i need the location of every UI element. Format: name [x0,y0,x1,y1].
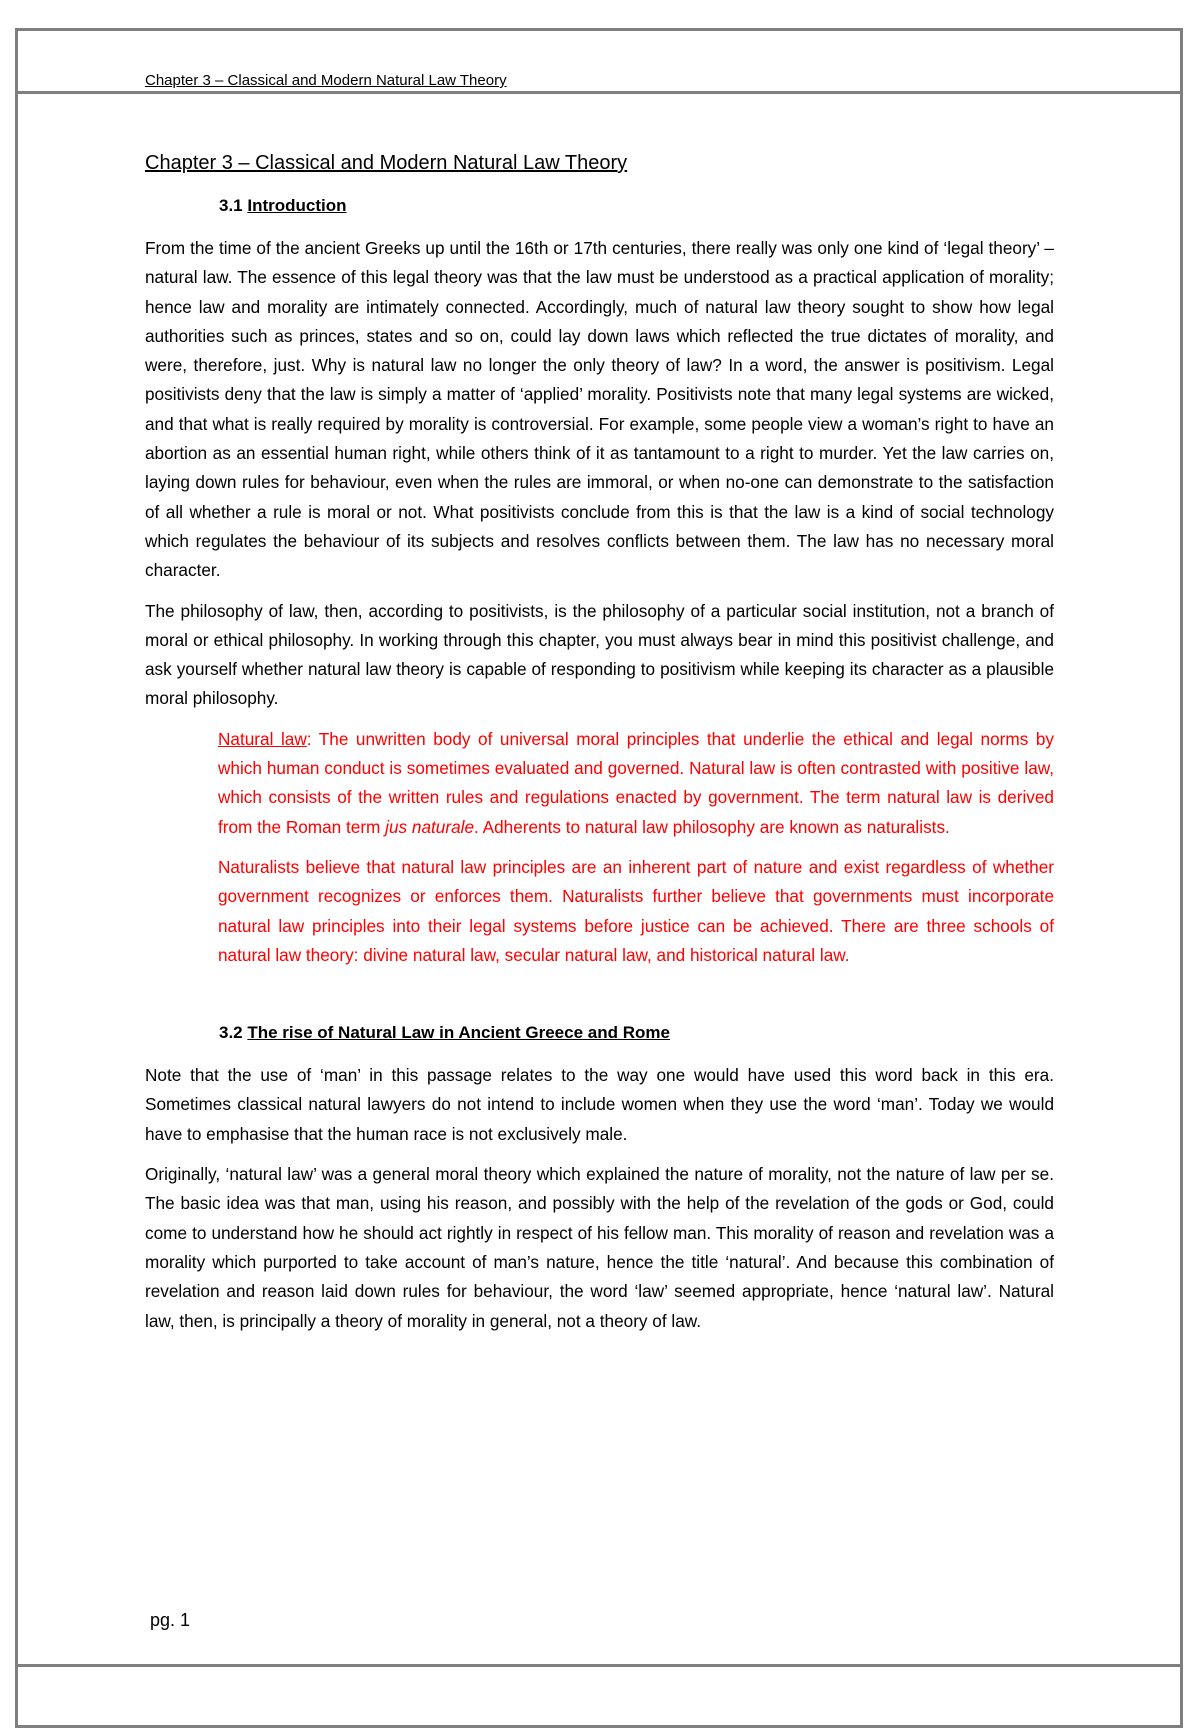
body-paragraph: The philosophy of law, then, according to positivists, is the philosophy of a particular social institution, not a branch of moral or ethical philosophy. In working through this chapter, you must always bear in mind this positivist challenge, and ask yourself whether natural law theory is capable of responding to positivism while keeping its character as a plausible moral philosophy. [145,600,1054,709]
latin-term: jus naturale [385,816,475,837]
definition-text: The unwritten body of universal moral principles that underlie the ethical and legal norms by which human conduct is sometimes evaluated and governed. Natural law is often contrasted with positive law, which consists of the written rules and regulations enacted by government. The term natural law is derived from the Roman term [218,728,1054,837]
definition-paragraph: Naturalists believe that natural law principles are an inherent part of nature and exist regardless of whether government recognizes or enforces them. Naturalists further believe that governments must incorporate natural law principles into their legal systems before justice can be achieved. There are three schools of natural law theory: divine natural law, secular natural law, and historical natural law. [218,856,1054,965]
section-title: The rise of Natural Law in Ancient Greece and Rome [247,1023,670,1043]
running-header: Chapter 3 – Classical and Modern Natural Law Theory [145,72,507,89]
definition-colon: : [306,728,312,749]
body-paragraph: From the time of the ancient Greeks up until the 16th or 17th centuries, there really was only one kind of ‘legal theory’ – natural law. The essence of this legal theory was that the law must be understood as a practical application of morality; hence law and morality are intimately connected. Accordingly, much of natural law theory sought to show how legal authorities such as princes, states and so on, could lay down laws which reflected the true dictates of morality, and were, therefore, just. Why is natural law no longer the only theory of law? In a word, the answer is positivism. Legal positivists deny that the law is simply a matter of ‘applied’ morality. Positivists note that many legal systems are wicked, and that what is really required by morality is controversial. For example, some people view a woman’s right to have an abortion as an essential human right, while others think of it as tantamount to a right to murder. Yet the law carries on, laying down rules for behaviour, even when the rules are immoral, or when no-one can demonstrate to the satisfaction of all whether a rule is moral or not. What positivists conclude from this is that the law is a kind of social technology which regulates the behaviour of its subjects and resolves conflicts between them. The law has no necessary moral character. [145,238,1054,581]
section-title: Introduction [247,196,347,215]
footer-divider [15,1664,1183,1667]
body-paragraph: Originally, ‘natural law’ was a general moral theory which explained the nature of morality, not the nature of law per se. The basic idea was that man, using his reason, and possibly with the help of the revelation of the gods or God, could come to understand how he should act rightly in respect of his fellow man. This morality of reason and revelation was a morality which purported to take account of man’s nature, hence the title ‘natural’. And because this combination of revelation and reason laid down rules for behaviour, the word ‘law’ seemed appropriate, hence ‘natural law’. Natural law, then, is principally a theory of morality in general, not a theory of law. [145,1164,1054,1331]
header-divider [15,91,1183,94]
section-spacer [145,981,1054,1021]
page-number: pg. 1 [150,1610,191,1630]
document-body [145,150,1054,1347]
section-heading-3-1 [219,194,1054,218]
chapter-title: Chapter 3 – Classical and Modern Natural Law Theory [145,152,628,174]
section-number: 3.2 [219,1023,248,1043]
section-heading-3-2 [219,1021,1054,1045]
body-paragraph: Note that the use of ‘man’ in this passage relates to the way one would have used this word back in this era. Sometimes classical natural lawyers do not intend to include women when they use the word ‘man’. Today we would have to emphasise that the human race is not exclusively male. [145,1065,1054,1144]
section-number: 3.1 [219,196,248,215]
definition-text: . Adherents to natural law philosophy are known as naturalists. [474,816,950,837]
definition-term: Natural law [218,728,307,749]
definition-paragraph [218,725,1054,842]
